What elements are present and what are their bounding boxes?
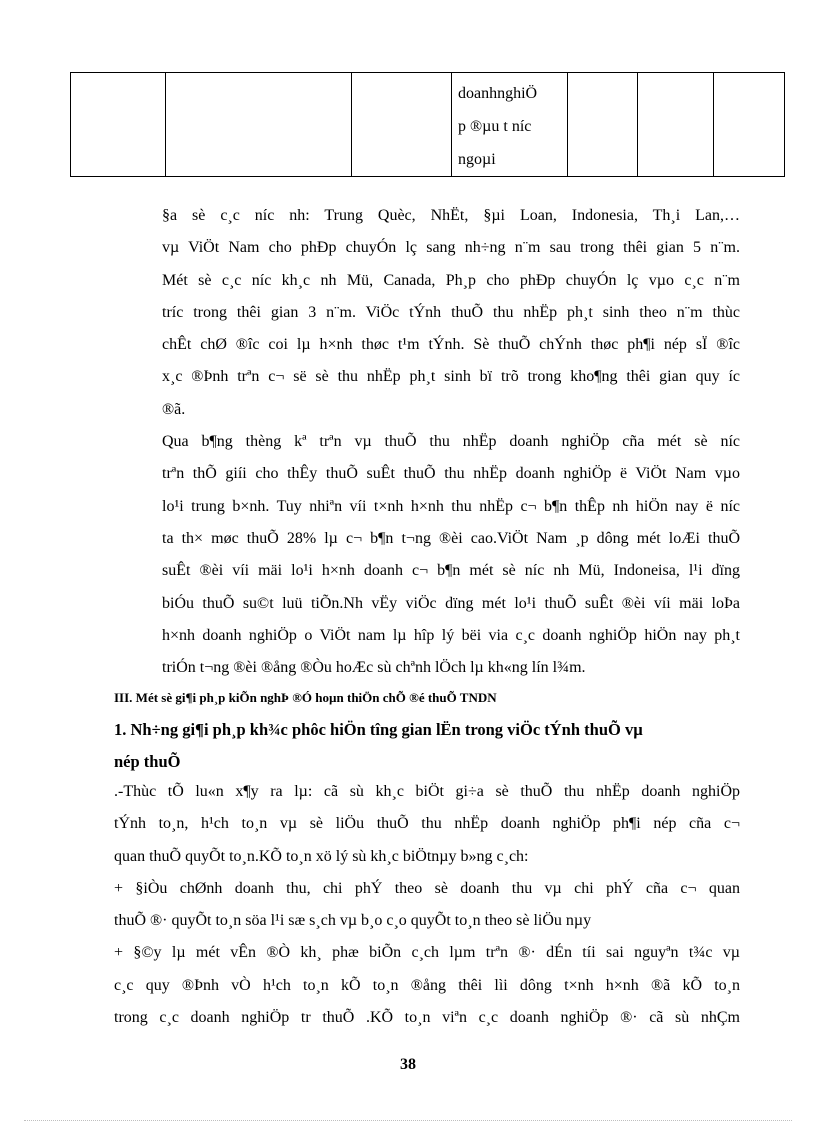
text-line: trªn thÕ giíi cho thÊy thuÕ suÊt thuÕ thu nhËp doanh nghiÖp ë ViÖt Nam vµo (162, 465, 740, 483)
table-cell (71, 73, 166, 177)
page-number: 38 (400, 1056, 416, 1073)
data-table (70, 72, 785, 177)
text-line: Qua b¶ng thèng kª trªn vµ thuÕ thu nhËp doanh nghiÖp cña mét sè níc (162, 433, 740, 451)
footer-divider (24, 1120, 792, 1121)
text-line: suÊt ®èi víi mäi lo¹i h×nh doanh c¬ b¶n mét sè níc nh Mü, Indoneisa, l¹i dïng (162, 562, 740, 580)
text-line: thuÕ ®· quyÕt to¸n söa l¹i sæ s¸ch vµ b¸o c¸o quyÕt to¸n theo sè liÖu nµy (114, 912, 592, 930)
text-line: nép thuÕ (114, 752, 181, 771)
text-line: .-Thùc tÕ lu«n x¶y ra lµ: cã sù kh¸c biÖt gi÷a sè thuÕ thu nhËp doanh nghiÖp (114, 783, 740, 800)
text-line: biÓu thuÕ su©t luü tiÕn.Nh vËy viÖc dïng mét lo¹i thuÕ suÊt ®èi víi mäi loÞa (162, 594, 740, 612)
table-cell (166, 73, 352, 177)
table-cell (714, 73, 785, 177)
body-text (114, 200, 740, 684)
cell-line: doanhnghiÖ (458, 85, 538, 102)
cell-line: p ®µu t níc (458, 118, 532, 135)
text-line: ta th× møc thuÕ 28% lµ c¬ b¶n t¬ng ®èi cao.ViÖt Nam ¸p dông mét loÆi thuÕ (162, 529, 740, 547)
text-line: tríc trong thêi gian 3 n¨m. ViÖc tÝnh thuÕ thu nhËp ph¸t sinh theo n¨m thùc (162, 303, 740, 321)
table-cell-text (452, 73, 567, 176)
text-line: 1. Nh÷ng gi¶i ph¸p kh¾c phôc hiÖn tîng gian lËn trong viÖc tÝnh thuÕ vµ (114, 720, 643, 739)
text-line: vµ ViÖt Nam cho phÐp chuyÓn lç sang nh÷ng n¨m sau trong thêi gian 5 n¨m. (162, 239, 740, 257)
text-line: + §iÒu chØnh doanh thu, chi phÝ theo sè doanh thu vµ chi phÝ cña c¬ quan (114, 879, 740, 897)
paragraph-1 (114, 200, 740, 426)
section-heading: III. Mét sè gi¶i ph¸p kiÕn nghÞ ®Ó hoµn thiÖn chÕ ®é thuÕ TNDN (114, 690, 497, 705)
paragraph-3 (114, 776, 740, 873)
paragraph-4 (114, 873, 740, 938)
text-line: h×nh doanh nghiÖp o ViÖt nam lµ hîp lý bëi via c¸c doanh nghiÖp hiÖn nay ph¸t (162, 626, 740, 644)
text-line: §a sè c¸c níc nh: Trung Quèc, NhËt, §µi Loan, Indonesia, Th¸i Lan,… (162, 207, 740, 224)
text-line: + §©y lµ mét vÊn ®Ò kh¸ phæ biÕn c¸ch lµm trªn ®· dÉn tíi sai nguyªn t¾c vµ (114, 944, 740, 962)
text-line: lo¹i trung b×nh. Tuy nhiªn víi t×nh h×nh thu nhËp c¬ b¶n thÊp nh hiÖn nay ë níc (162, 497, 740, 515)
text-line: triÓn t¬ng ®èi ®ång ®Òu hoÆc sù chªnh lÖch lµ kh«ng lín l¾m. (162, 659, 586, 677)
text-line: quan thuÕ quyÕt to¸n.KÕ to¸n xö lý sù kh¸c biÖtnµy b»ng c¸ch: (114, 847, 529, 865)
table-cell (352, 73, 452, 177)
text-line: tÝnh to¸n, h¹ch to¸n vµ sè liÖu thuÕ thu nhËp doanh nghiÖp ph¶i nép cña c¬ (114, 815, 740, 833)
paragraph-5 (114, 937, 740, 1034)
text-line: Mét sè c¸c níc kh¸c nh Mü, Canada, Ph¸p cho phÐp chuyÓn lç vµo c¸c n¨m (162, 271, 740, 289)
table-cell (638, 73, 714, 177)
text-line: trong c¸c doanh nghiÖp tr thuÕ .KÕ to¸n viªn c¸c doanh nghiÖp ®· cã sù nhÇm (114, 1009, 740, 1027)
text-line: x¸c ®Þnh trªn c¬ së sè thu nhËp ph¸t sinh bï trõ trong kho¶ng thêi gian quy íc (162, 368, 740, 386)
subsection-heading (114, 714, 740, 778)
paragraph-2 (114, 426, 740, 684)
cell-line: ngoµi (458, 151, 496, 168)
table-row (71, 73, 785, 177)
text-line: ®ã. (162, 400, 186, 418)
text-line: chÊt chØ ®îc coi lµ h×nh thøc t¹m tÝnh. Sè thuÕ chÝnh thøc ph¶i nép sÏ ®îc (162, 336, 740, 354)
table-cell (452, 73, 568, 177)
text-line: c¸c quy ®Þnh vÒ h¹ch to¸n kÕ to¸n ®ång thêi lìi dông t×nh h×nh ®ã kÕ to¸n (114, 976, 740, 994)
body-text-2 (114, 776, 740, 1034)
table-cell (568, 73, 638, 177)
